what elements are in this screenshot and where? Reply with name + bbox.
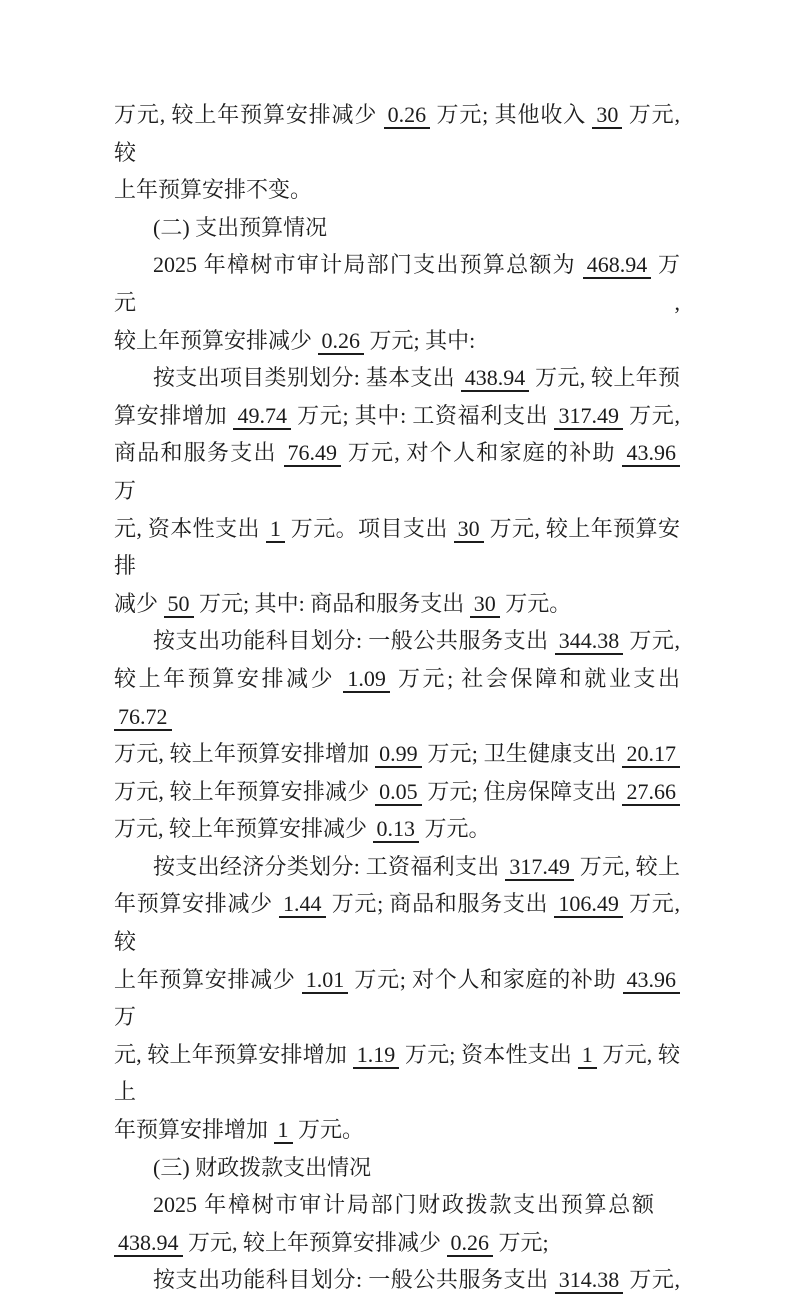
text-run: 减少 — [114, 590, 164, 616]
underlined-number: 317.49 — [554, 403, 623, 430]
underlined-number: 0.26 — [447, 1230, 494, 1257]
text-run: 商品和服务支出 — [114, 440, 284, 466]
underlined-number: 468.94 — [583, 252, 652, 279]
underlined-number: 1.44 — [279, 891, 326, 918]
text-run: 万元, — [622, 402, 680, 428]
underlined-number: 317.49 — [505, 854, 574, 881]
text-line — [114, 322, 680, 360]
text-run: 万元; 其中: 商品和服务支出 — [193, 590, 470, 616]
underlined-number: 30 — [592, 102, 622, 129]
underlined-number: 49.74 — [233, 403, 291, 430]
text-line — [114, 510, 680, 585]
underlined-number: 1.01 — [302, 967, 349, 994]
text-run: 万元; 其中: — [364, 327, 476, 353]
text-line — [114, 171, 680, 209]
text-run: 年预算安排增加 — [114, 1117, 274, 1143]
text-run: 万元, 较上年预 — [529, 365, 680, 391]
text-run: 万元, — [114, 252, 680, 315]
underlined-number: 344.38 — [555, 628, 624, 655]
underlined-number: 0.05 — [375, 779, 422, 806]
text-run: 万元, 较上 — [573, 853, 680, 879]
text-run: 算安排增加 — [114, 402, 234, 428]
text-line — [114, 246, 680, 321]
text-run: 元, 较上年预算安排增加 — [114, 1041, 353, 1067]
text-line — [114, 810, 680, 848]
text-run: 万元。 — [292, 1117, 365, 1143]
text-run: 万元, 较 — [114, 102, 680, 165]
text-run: 万元, — [623, 1267, 680, 1293]
text-run: (三) 财政拨款支出情况 — [153, 1154, 372, 1180]
text-line — [114, 1111, 680, 1149]
underlined-number: 0.26 — [318, 328, 365, 355]
text-run: 万 — [114, 477, 137, 503]
text-run: 万元, 较上年预算安排减少 — [114, 778, 376, 804]
text-line — [114, 660, 680, 735]
text-run: 上年预算安排减少 — [114, 966, 302, 992]
text-run: 万元; — [493, 1229, 549, 1255]
text-line — [114, 735, 680, 773]
underlined-number: 438.94 — [114, 1230, 183, 1257]
text-run: 万元, 较上年预算安排减少 — [114, 816, 373, 842]
underlined-number: 106.49 — [554, 891, 623, 918]
text-run: 万元, 较 — [114, 891, 680, 955]
underlined-number: 0.99 — [375, 741, 422, 768]
text-run: 万 — [114, 1004, 137, 1030]
text-line — [114, 622, 680, 660]
text-run: 万元; 对个人和家庭的补助 — [348, 966, 623, 992]
underlined-number: 1.19 — [353, 1042, 400, 1069]
text-line — [114, 209, 680, 247]
text-line — [114, 885, 680, 960]
text-run: 万元, 较上 — [114, 1041, 680, 1105]
text-line — [114, 1261, 680, 1299]
text-run: 万元。 — [499, 590, 572, 616]
text-run: 元, 资本性支出 — [114, 515, 266, 541]
text-line — [114, 585, 680, 623]
text-run: 按支出功能科目划分: 一般公共服务支出 — [153, 628, 555, 654]
text-run: 按支出功能科目划分: 一般公共服务支出 — [153, 1267, 555, 1293]
text-run: 万元, 较上年预算安排减少 — [114, 102, 384, 127]
text-run: 万元; 其他收入 — [430, 102, 593, 127]
underlined-number: 20.17 — [622, 741, 680, 768]
text-run: 万元; 其中: 工资福利支出 — [290, 402, 555, 428]
text-line — [114, 848, 680, 886]
text-run: 2025 年樟树市审计局部门支出预算总额为 — [153, 252, 583, 278]
text-run: 万元; 资本性支出 — [399, 1041, 578, 1067]
text-run: 万元, 较上年预算安排增加 — [114, 741, 376, 767]
text-run: 按支出经济分类划分: 工资福利支出 — [153, 853, 506, 879]
text-line — [114, 434, 680, 509]
underlined-number: 1 — [274, 1117, 293, 1144]
underlined-number: 27.66 — [622, 779, 680, 806]
text-run: 按支出项目类别划分: 基本支出 — [153, 365, 461, 391]
underlined-number: 43.96 — [622, 440, 680, 467]
underlined-number: 0.26 — [384, 102, 431, 129]
text-run: 万元。项目支出 — [284, 515, 454, 541]
underlined-number: 1.09 — [343, 666, 390, 693]
text-line — [114, 1186, 680, 1224]
text-run: 万元, 较上年预算安排减少 — [182, 1229, 447, 1255]
text-line — [114, 1224, 680, 1262]
underlined-number: 0.13 — [373, 816, 420, 843]
text-run: 较上年预算安排减少 — [114, 665, 344, 691]
underlined-number: 438.94 — [461, 365, 530, 392]
underlined-number: 30 — [454, 516, 484, 543]
underlined-number: 50 — [164, 591, 194, 618]
underlined-number: 1 — [266, 516, 285, 543]
underlined-number: 76.72 — [114, 704, 172, 731]
text-line — [114, 359, 680, 397]
text-run: 较上年预算安排减少 — [114, 327, 318, 353]
text-line — [114, 1149, 680, 1187]
text-run: 万元; 住房保障支出 — [421, 778, 623, 804]
document-text — [114, 96, 680, 1299]
underlined-number: 1 — [578, 1042, 597, 1069]
underlined-number: 43.96 — [623, 967, 681, 994]
text-run: 万元, 较上年预算安排 — [114, 515, 680, 579]
text-line — [114, 1036, 680, 1111]
text-run: 万元。 — [419, 816, 491, 842]
underlined-number: 76.49 — [284, 440, 342, 467]
underlined-number: 314.38 — [555, 1267, 624, 1294]
text-line — [114, 397, 680, 435]
text-run: 2025 年樟树市审计局部门财政拨款支出预算总额 — [153, 1192, 654, 1218]
text-run: 上年预算安排不变。 — [114, 177, 313, 203]
text-run: (二) 支出预算情况 — [153, 214, 328, 240]
underlined-number: 30 — [470, 591, 500, 618]
text-run: 年预算安排减少 — [114, 891, 280, 917]
text-run: 万元; 社会保障和就业支出 — [389, 665, 680, 691]
text-run: 万元, 对个人和家庭的补助 — [341, 440, 623, 466]
text-run: 万元; 商品和服务支出 — [325, 891, 555, 917]
text-line — [114, 961, 680, 1036]
text-line — [114, 96, 680, 171]
text-run: 万元; 卫生健康支出 — [421, 741, 623, 767]
text-run: 万元, — [623, 628, 680, 654]
text-line — [114, 773, 680, 811]
